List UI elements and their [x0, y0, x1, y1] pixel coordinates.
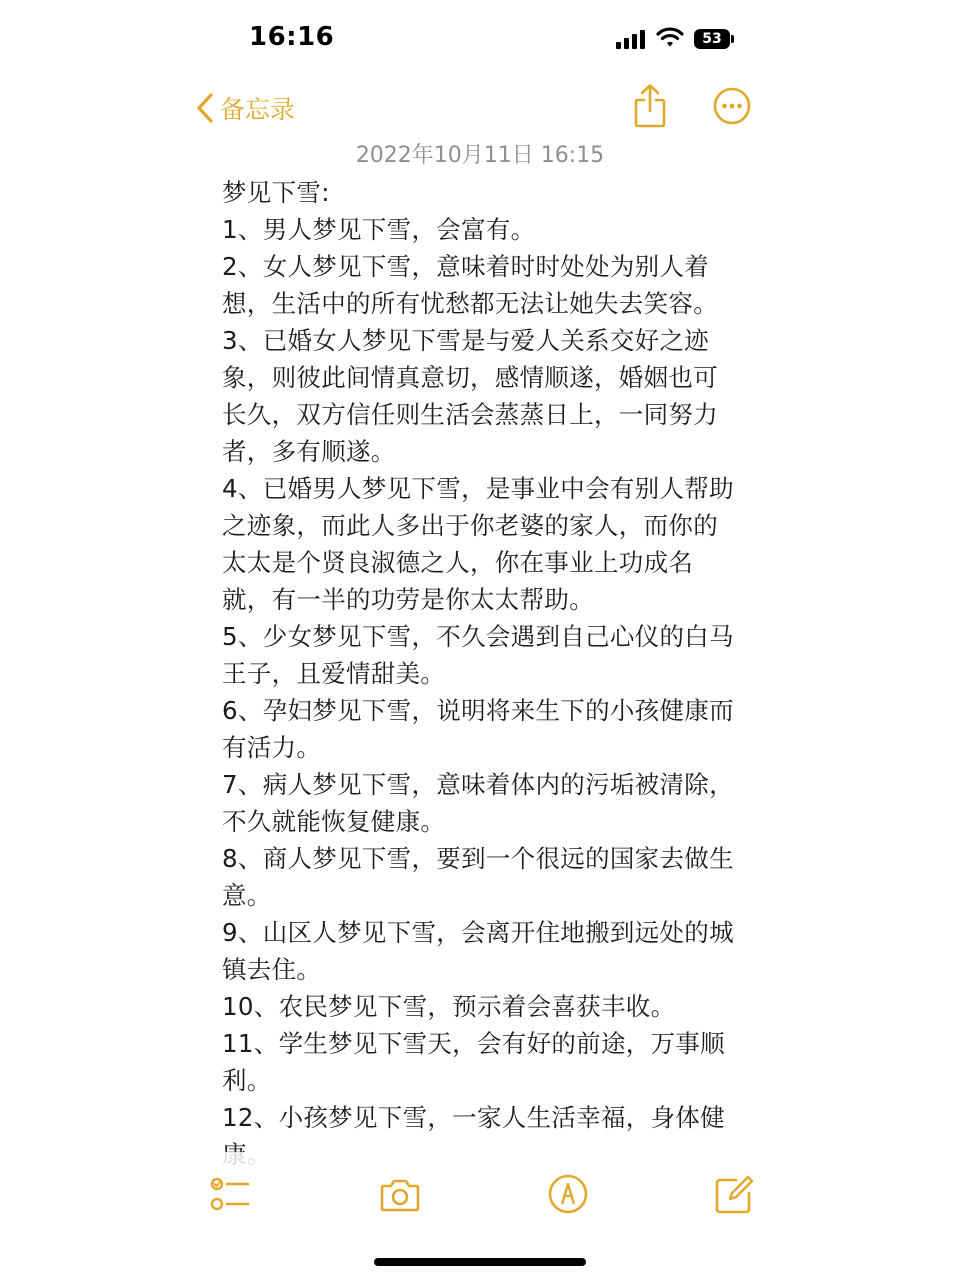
battery-tip — [731, 35, 734, 43]
share-icon[interactable] — [630, 83, 670, 129]
home-indicator[interactable] — [374, 1258, 586, 1266]
status-bar — [0, 0, 960, 80]
chevron-left-icon — [196, 92, 214, 124]
camera-icon[interactable] — [378, 1172, 422, 1216]
note-line: 8、商人梦见下雪，要到一个很远的国家去做生意。 — [222, 844, 734, 910]
back-button[interactable] — [196, 86, 295, 130]
note-line: 7、病人梦见下雪，意味着体内的污垢被清除，不久就能恢复健康。 — [222, 770, 734, 836]
note-line: 1、男人梦见下雪，会富有。 — [222, 215, 536, 244]
note-line: 6、孕妇梦见下雪，说明将来生下的小孩健康而有活力。 — [222, 696, 734, 762]
note-line: 5、少女梦见下雪，不久会遇到自己心仪的白马王子，且爱情甜美。 — [222, 622, 734, 688]
checklist-icon[interactable] — [208, 1172, 252, 1216]
compose-icon[interactable] — [712, 1172, 756, 1216]
nav-bar — [0, 80, 960, 140]
note-line: 3、已婚女人梦见下雪是与爱人关系交好之迹象，则彼此间情真意切，感情顺遂，婚姻也可长久，双方信任则生活会蒸蒸日上，一同努力者，多有顺遂。 — [222, 326, 718, 466]
markup-icon[interactable] — [546, 1172, 590, 1216]
note-line: 12、小孩梦见下雪，一家人生活幸福，身体健 — [222, 1103, 725, 1132]
note-line-title: 梦见下雪: — [222, 178, 330, 207]
battery-icon: 53 — [694, 29, 730, 49]
note-viewport[interactable] — [222, 174, 742, 1154]
note-line: 9、山区人梦见下雪，会离开住地搬到远处的城镇去住。 — [222, 918, 734, 984]
wifi-icon — [656, 26, 684, 48]
status-time: 16:16 — [249, 22, 335, 52]
note-date: 2022年10月11日 16:15 — [355, 143, 605, 168]
back-label: 备忘录 — [220, 95, 296, 124]
note-line: 2、女人梦见下雪，意味着时时处处为别人着想，生活中的所有忧愁都无法让她失去笑容。 — [222, 252, 718, 318]
note-line: 10、农民梦见下雪，预示着会喜获丰收。 — [222, 992, 676, 1021]
note-body[interactable] — [222, 174, 742, 1173]
cellular-signal-icon — [616, 29, 646, 49]
note-line: 11、学生梦见下雪天，会有好的前途，万事顺利。 — [222, 1029, 725, 1095]
ellipsis-circle-icon[interactable] — [712, 86, 752, 126]
note-line: 4、已婚男人梦见下雪，是事业中会有别人帮助之迹象，而此人多出于你老婆的家人，而你的太太是个贤良淑德之人，你在事业上功成名就，有一半的功劳是你太太帮助。 — [222, 474, 734, 614]
